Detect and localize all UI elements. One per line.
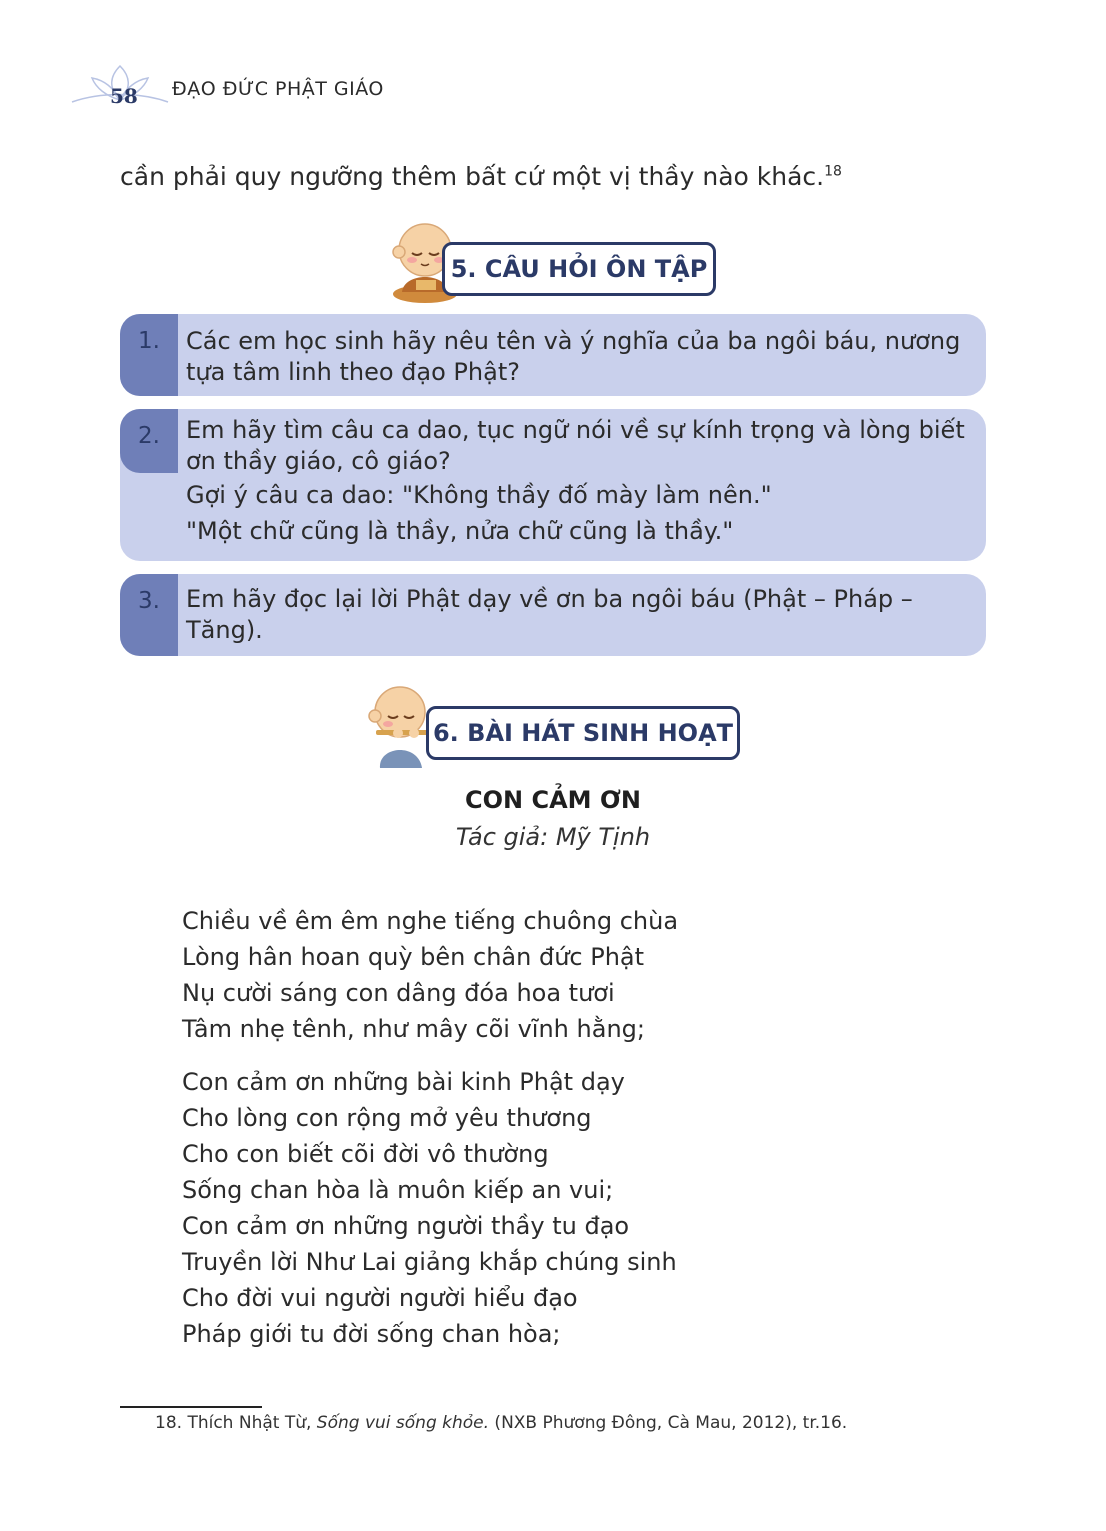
verse-line: Nụ cười sáng con dâng đóa hoa tươi <box>182 979 615 1007</box>
verse-line: Tâm nhẹ tênh, như mây cõi vĩnh hằng; <box>182 1015 645 1043</box>
footnote <box>155 1413 847 1433</box>
verse-line: Sống chan hòa là muôn kiếp an vui; <box>182 1176 614 1204</box>
footnote-ref: 18 <box>824 163 842 180</box>
section-5-title-box <box>442 242 716 296</box>
verse-1 <box>182 903 678 1047</box>
question-1-box <box>120 314 986 396</box>
verse-line: Con cảm ơn những người thầy tu đạo <box>182 1212 630 1240</box>
page-header <box>70 62 400 112</box>
question-1-text <box>186 326 974 388</box>
verse-line: Truyền lời Như Lai giảng khắp chúng sinh <box>182 1248 677 1276</box>
verse-line: Cho con biết cõi đời vô thường <box>182 1140 549 1168</box>
question-2-text <box>186 415 974 549</box>
question-line: Em hãy tìm câu ca dao, tục ngữ nói về sự kính trọng và lòng biết <box>186 416 965 444</box>
page-number: 58 <box>110 84 138 108</box>
song-title: CON CẢM ƠN <box>465 786 641 814</box>
section-6-title-box <box>426 706 740 760</box>
footnote-prefix: 18. Thích Nhật Từ, <box>155 1413 317 1433</box>
footnote-suffix: (NXB Phương Đông, Cà Mau, 2012), tr.16. <box>489 1413 848 1433</box>
question-number: 1. <box>120 314 178 396</box>
question-3-text <box>186 584 974 646</box>
verse-2 <box>182 1064 677 1352</box>
question-2-box <box>120 409 986 561</box>
running-title: ĐẠO ĐỨC PHẬT GIÁO <box>172 78 384 100</box>
verse-line: Chiều về êm êm nghe tiếng chuông chùa <box>182 907 679 935</box>
footnote-book-title: Sống vui sống khỏe. <box>316 1413 490 1433</box>
question-line: Em hãy đọc lại lời Phật dạy về ơn ba ngôi báu (Phật – Pháp – <box>186 585 913 613</box>
section-5-heading <box>390 220 720 304</box>
hint-line: Gợi ý câu ca dao: "Không thầy đố mày làm nên." <box>186 481 772 509</box>
verse-line: Con cảm ơn những bài kinh Phật dạy <box>182 1068 625 1096</box>
question-line: tựa tâm linh theo đạo Phật? <box>186 358 520 386</box>
question-number: 2. <box>120 409 178 473</box>
continued-paragraph <box>120 162 842 191</box>
question-line: Tăng). <box>186 616 263 644</box>
section-6-heading <box>368 684 740 772</box>
question-line: ơn thầy giáo, cô giáo? <box>186 447 451 475</box>
question-line: Các em học sinh hãy nêu tên và ý nghĩa của ba ngôi báu, nương <box>186 327 961 355</box>
verse-line: Cho đời vui người người hiểu đạo <box>182 1284 578 1312</box>
verse-line: Pháp giới tu đời sống chan hòa; <box>182 1320 561 1348</box>
song-author: Tác giả: Mỹ Tịnh <box>455 823 651 851</box>
verse-line: Lòng hân hoan quỳ bên chân đức Phật <box>182 943 645 971</box>
footnote-rule <box>120 1406 262 1408</box>
section-6-title: 6. BÀI HÁT SINH HOẠT <box>432 719 734 747</box>
paragraph-text: cần phải quy ngưỡng thêm bất cứ một vị thầy nào khác. <box>120 162 825 191</box>
question-3-box <box>120 574 986 656</box>
verse-line: Cho lòng con rộng mở yêu thương <box>182 1104 592 1132</box>
question-number: 3. <box>120 574 178 656</box>
section-5-title: 5. CÂU HỎI ÔN TẬP <box>450 255 708 283</box>
hint-line: "Một chữ cũng là thầy, nửa chữ cũng là thầy." <box>186 517 734 545</box>
